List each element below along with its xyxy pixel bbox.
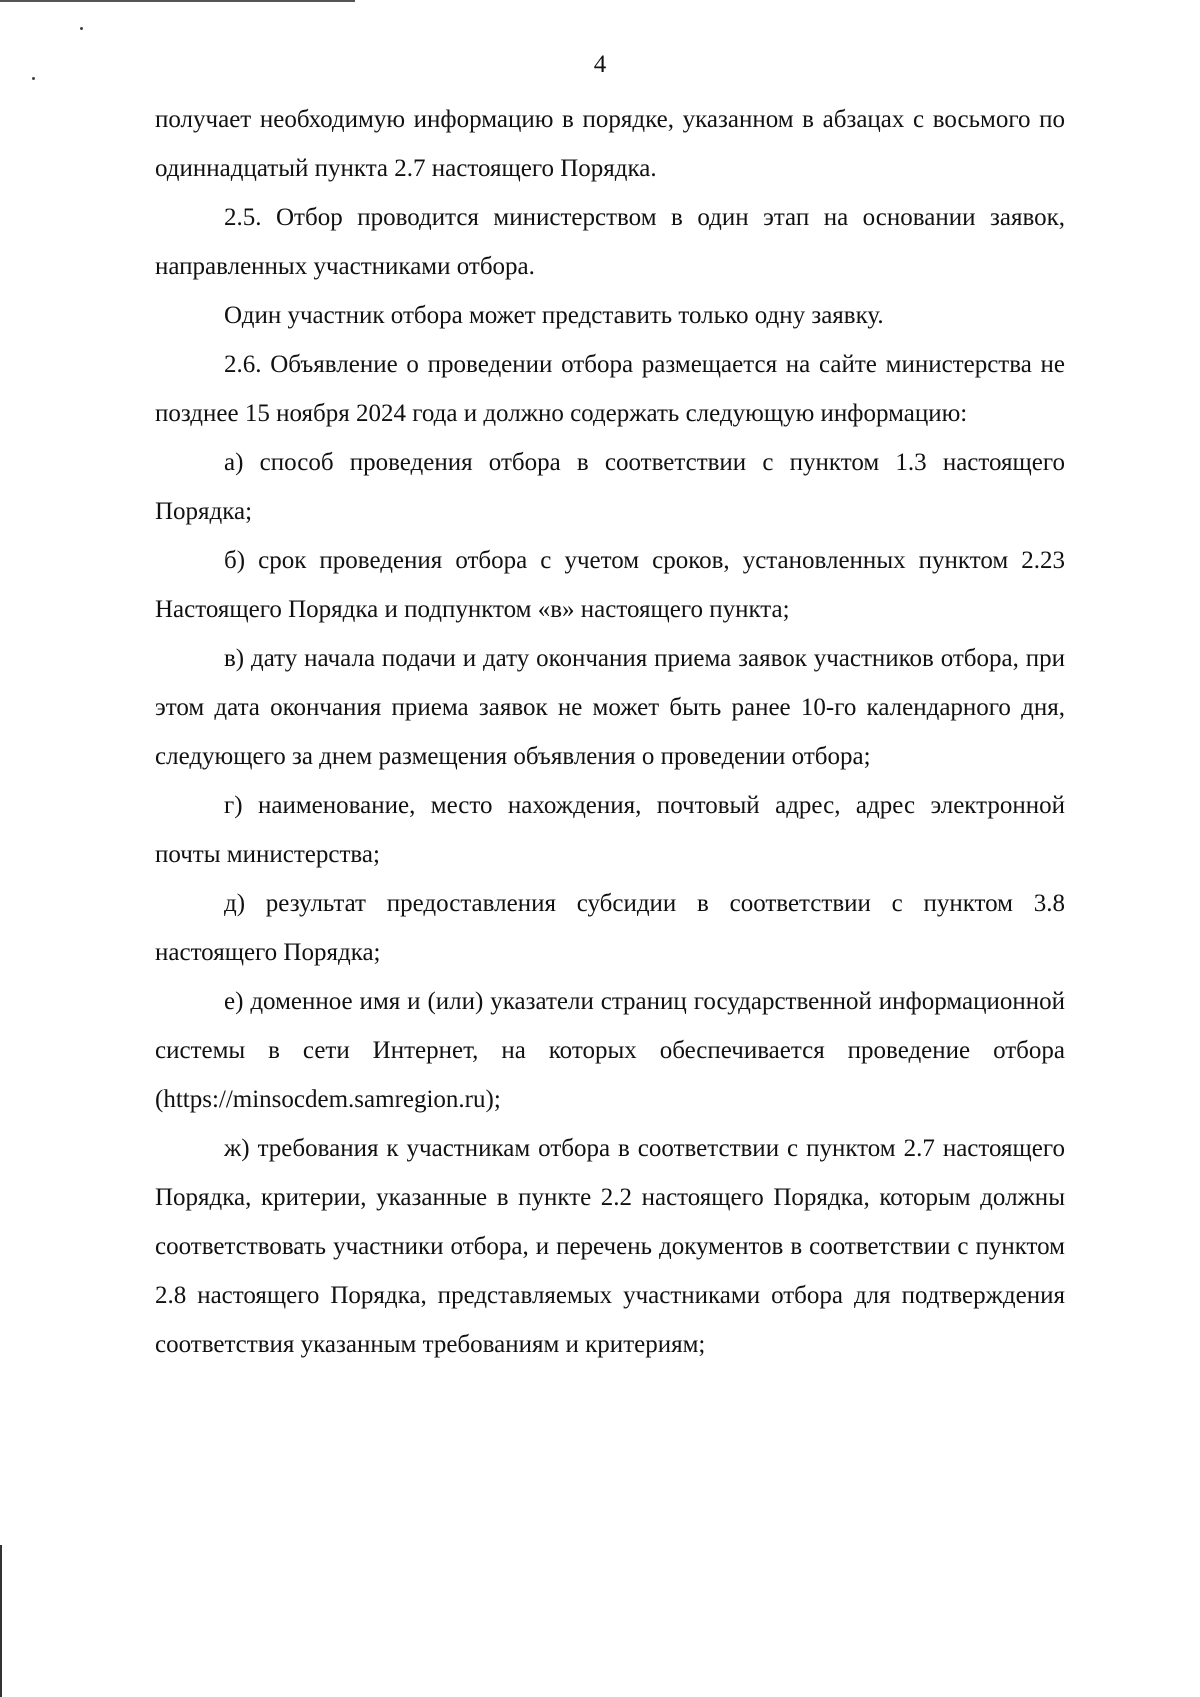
paragraph-single-application: Один участник отбора может представить только одну заявку. bbox=[224, 302, 884, 329]
list-item-zh: ж) требования к участникам отбора в соответствии с пунктом 2.7 настоящего Порядка, критерии, указанные в пункте 2.2 настоящего Порядка, которым должны соответствовать участники отбора, и перечень документов в соответствии с пунктом 2.8 настоящего Порядка, представляемых участниками отбора для подтверждения соответствия указанным требованиям и критериям; bbox=[155, 1135, 1065, 1358]
paragraph-2-6: 2.6. Объявление о проведении отбора размещается на сайте министерства не позднее 15 ноября 2024 года и должно содержать следующую информацию: bbox=[155, 351, 1065, 427]
list-item-d: д) результат предоставления субсидии в соответствии с пунктом 3.8 настоящего Порядка; bbox=[155, 890, 1065, 966]
list-item-b: б) срок проведения отбора с учетом сроков, установленных пунктом 2.23 Настоящего Порядка и подпунктом «в» настоящего пункта; bbox=[155, 547, 1065, 623]
scan-edge-left bbox=[0, 1545, 2, 1697]
list-item-a: а) способ проведения отбора в соответствии с пунктом 1.3 настоящего Порядка; bbox=[155, 449, 1065, 525]
paragraph-2-5: 2.5. Отбор проводится министерством в один этап на основании заявок, направленных участниками отбора. bbox=[155, 204, 1065, 280]
scan-speck bbox=[80, 27, 83, 30]
list-item-e: е) доменное имя и (или) указатели страниц государственной информационной системы в сети Интернет, на которых обеспечивается проведение отбора (https://minsocdem.samregion.ru); bbox=[155, 988, 1065, 1113]
scan-edge-top bbox=[0, 0, 355, 2]
list-item-g: г) наименование, место нахождения, почтовый адрес, адрес электронной почты министерства; bbox=[155, 792, 1065, 868]
paragraph-continuation: получает необходимую информацию в порядке, указанном в абзацах с восьмого по одиннадцатый пункта 2.7 настоящего Порядка. bbox=[155, 106, 1065, 182]
list-item-v: в) дату начала подачи и дату окончания приема заявок участников отбора, при этом дата окончания приема заявок не может быть ранее 10-го календарного дня, следующего за днем размещения объявления о проведении отбора; bbox=[155, 645, 1065, 770]
document-body bbox=[155, 95, 1065, 1369]
page-number: 4 bbox=[593, 51, 607, 78]
